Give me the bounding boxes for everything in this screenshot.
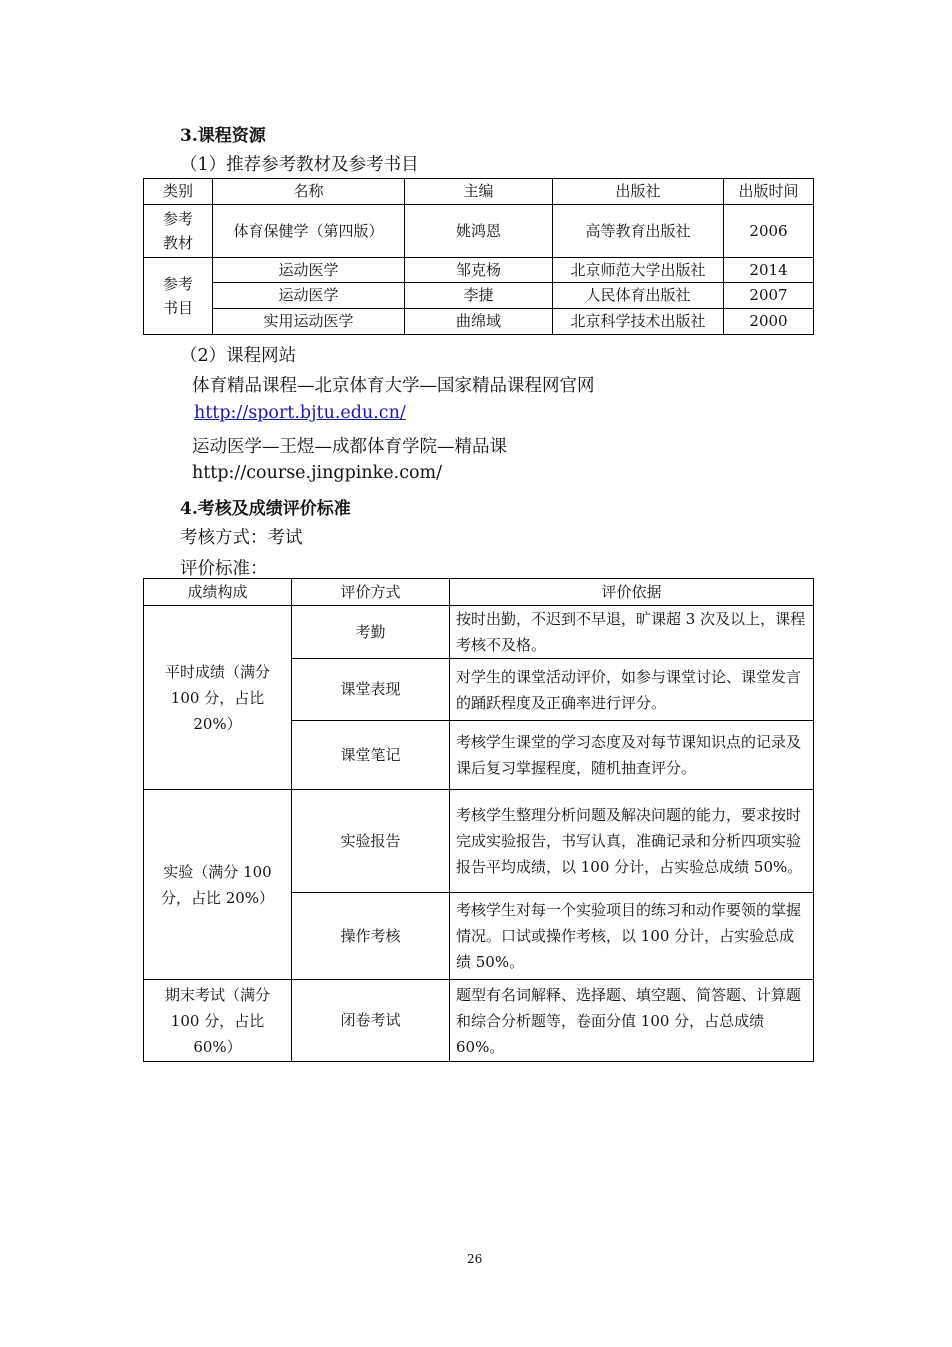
basis-cell: 考核学生课堂的学习态度及对每节课知识点的记录及课后复习掌握程度，随机抽查评分。 [450,721,814,790]
header-basis: 评价依据 [450,579,814,606]
table-row [144,205,814,258]
subsection-websites-heading: （2）课程网站 [180,346,297,366]
subsection-textbooks-heading: （1）推荐参考教材及参考书目 [180,155,419,175]
book-publisher: 人民体育出版社 [553,283,724,309]
section-3-heading: 3.课程资源 [180,126,266,146]
section-4-heading: 4.考核及成绩评价标准 [180,499,351,519]
book-name: 体育保健学（第四版） [213,205,405,258]
table-header-row [144,579,814,606]
category-cell: 参考教材 [144,205,213,258]
header-category: 类别 [144,179,213,205]
header-name: 名称 [213,179,405,205]
basis-cell: 按时出勤，不迟到不早退，旷课超 3 次及以上，课程考核不及格。 [450,606,814,659]
table-row [144,980,814,1062]
book-year: 2007 [724,283,814,309]
table-header-row [144,179,814,205]
basis-cell: 考核学生整理分析问题及解决问题的能力，要求按时完成实验报告，书写认真，准确记录和分析四项实验报告平均成绩，以 100 分计，占实验总成绩 50%。 [450,790,814,893]
method-cell: 闭卷考试 [292,980,450,1062]
basis-cell: 考核学生对每一个实验项目的练习和动作要领的掌握情况。口试或操作考核，以 100 分计，占实验总成绩 50%。 [450,893,814,980]
website-1-title: 体育精品课程—北京体育大学—国家精品课程网官网 [192,376,595,396]
method-cell: 课堂笔记 [292,721,450,790]
header-publisher: 出版社 [553,179,724,205]
header-editor: 主编 [405,179,553,205]
book-year: 2006 [724,205,814,258]
book-name: 运动医学 [213,258,405,283]
method-cell: 操作考核 [292,893,450,980]
component-cell: 平时成绩（满分100 分，占比 20%） [144,606,292,790]
table-row [144,606,814,659]
grading-table [143,578,814,1062]
book-year: 2014 [724,258,814,283]
table-row [144,283,814,309]
book-publisher: 高等教育出版社 [553,205,724,258]
website-1-link[interactable]: http://sport.bjtu.edu.cn/ [194,403,406,423]
header-component: 成绩构成 [144,579,292,606]
table-row [144,258,814,283]
method-cell: 课堂表现 [292,659,450,721]
assessment-method: 考核方式：考试 [180,528,303,548]
website-2-title: 运动医学—王煜—成都体育学院—精品课 [192,437,507,457]
textbook-table [143,178,814,335]
book-editor: 李捷 [405,283,553,309]
method-cell: 考勤 [292,606,450,659]
basis-cell: 题型有名词解释、选择题、填空题、简答题、计算题和综合分析题等，卷面分值 100 分，占总成绩 60%。 [450,980,814,1062]
method-cell: 实验报告 [292,790,450,893]
component-cell: 实验（满分 100分，占比 20%） [144,790,292,980]
table-row [144,790,814,893]
book-editor: 邹克杨 [405,258,553,283]
book-publisher: 北京师范大学出版社 [553,258,724,283]
book-year: 2000 [724,309,814,335]
criteria-label: 评价标准： [180,559,268,579]
book-editor: 曲绵域 [405,309,553,335]
book-name: 运动医学 [213,283,405,309]
page-number: 26 [467,1252,483,1266]
table-row [144,309,814,335]
book-editor: 姚鸿恩 [405,205,553,258]
header-year: 出版时间 [724,179,814,205]
basis-cell: 对学生的课堂活动评价，如参与课堂讨论、课堂发言的踊跃程度及正确率进行评分。 [450,659,814,721]
book-publisher: 北京科学技术出版社 [553,309,724,335]
header-method: 评价方式 [292,579,450,606]
component-cell: 期末考试（满分100 分，占比 60%） [144,980,292,1062]
book-name: 实用运动医学 [213,309,405,335]
category-cell: 参考书目 [144,258,213,335]
website-2-url: http://course.jingpinke.com/ [192,463,443,483]
